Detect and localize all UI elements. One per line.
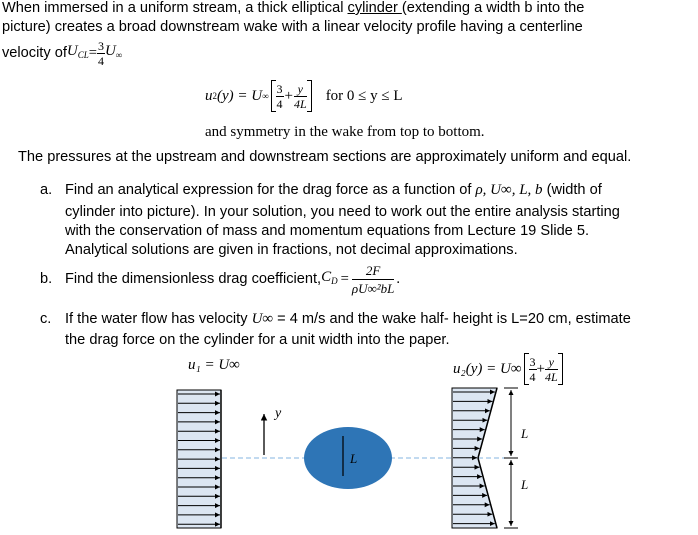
fraction-y-over-4L: $\frac{y}{4L}$	[544, 354, 558, 384]
drag-variables: ρ, U∞, L, b	[475, 182, 543, 198]
uinf-symbol: $U_\infty$	[104, 43, 123, 60]
question-text: Find an analytical expression for the drag force as a function of	[65, 182, 476, 198]
three-quarters-fraction: $\frac{3}{4}$	[97, 38, 104, 68]
range-condition: for 0 ≤ y ≤ L	[325, 87, 403, 104]
symmetry-statement: and symmetry in the wake from top to bottom.	[205, 124, 485, 140]
y-axis-label: y	[275, 406, 282, 421]
plus-sign: +	[536, 360, 545, 377]
intro-text: velocity of	[2, 45, 67, 61]
cd-symbol: $C_D$	[321, 269, 338, 286]
fraction-three-quarters: $\frac{3}{4}$	[529, 354, 536, 384]
question-b-line: Find the dimensionless drag coefficient, $C_D$ = $\frac{2F}{\text{ρU∞²bL}}$ .	[65, 262, 401, 296]
fraction-three-quarters: $\frac{3}{4}$	[276, 81, 283, 111]
upstream-uniform-profile	[177, 390, 221, 528]
question-text: Find the dimensionless drag coefficient,	[65, 271, 322, 287]
cylinder-link[interactable]: cylinder	[347, 0, 402, 16]
equals-sign: =	[340, 271, 349, 287]
u2-lhs: u₂(y) = U∞	[453, 360, 522, 377]
intro-text: When immersed in a uniform stream, a thick elliptical	[2, 0, 348, 16]
uinf-symbol: U∞	[251, 311, 274, 327]
question-b-label: b.	[40, 271, 53, 287]
ucl-symbol: $U_{CL}$	[66, 43, 89, 60]
pressure-statement: The pressures at the upstream and downstream sections are approximately uniform and equal.	[18, 149, 632, 165]
question-text: (width of	[542, 182, 602, 198]
u2-argument: (y) = U	[217, 87, 263, 104]
half-height-dimension	[504, 388, 518, 528]
question-a-line-2: cylinder into picture). In your solution, you need to work out the entire analysis starting	[65, 204, 620, 220]
intro-line-2: picture) creates a broad downstream wake with a linear velocity profile having a centerline	[2, 19, 583, 35]
lower-L-label: L	[521, 477, 529, 492]
intro-text: (extending a width b into the	[401, 0, 585, 16]
question-text: If the water flow has velocity	[65, 311, 252, 327]
uinf-subscript: ∞	[262, 91, 269, 101]
question-a-line-3: with the conservation of mass and momentum equations from Lecture 19 Slide 5.	[65, 223, 590, 239]
upper-L-label: L	[521, 426, 529, 441]
plus-sign: +	[284, 87, 293, 104]
fraction-y-over-4L: $\frac{y}{4L}$	[294, 81, 307, 111]
question-text: = 4 m/s and the wake half- height is L=20 cm, estimate	[273, 311, 631, 327]
question-a-line-4: Analytical solutions are given in fractions, not decimal approximations.	[65, 242, 518, 258]
question-c-label: c.	[40, 311, 52, 327]
drag-coefficient-fraction: $\frac{2F}{\text{ρU∞²bL}}$	[351, 262, 395, 296]
u2-symbol: u	[205, 87, 213, 104]
u2-subscript: 2	[212, 91, 217, 101]
equals-sign: =	[88, 45, 97, 61]
cylinder-label: L	[350, 451, 358, 466]
elliptical-cylinder	[304, 427, 392, 489]
question-a-label: a.	[40, 182, 53, 198]
question-c-line-2: the drag force on the cylinder for a unit width into the paper.	[65, 332, 450, 348]
u1-label: u₁ = U∞	[188, 357, 240, 373]
